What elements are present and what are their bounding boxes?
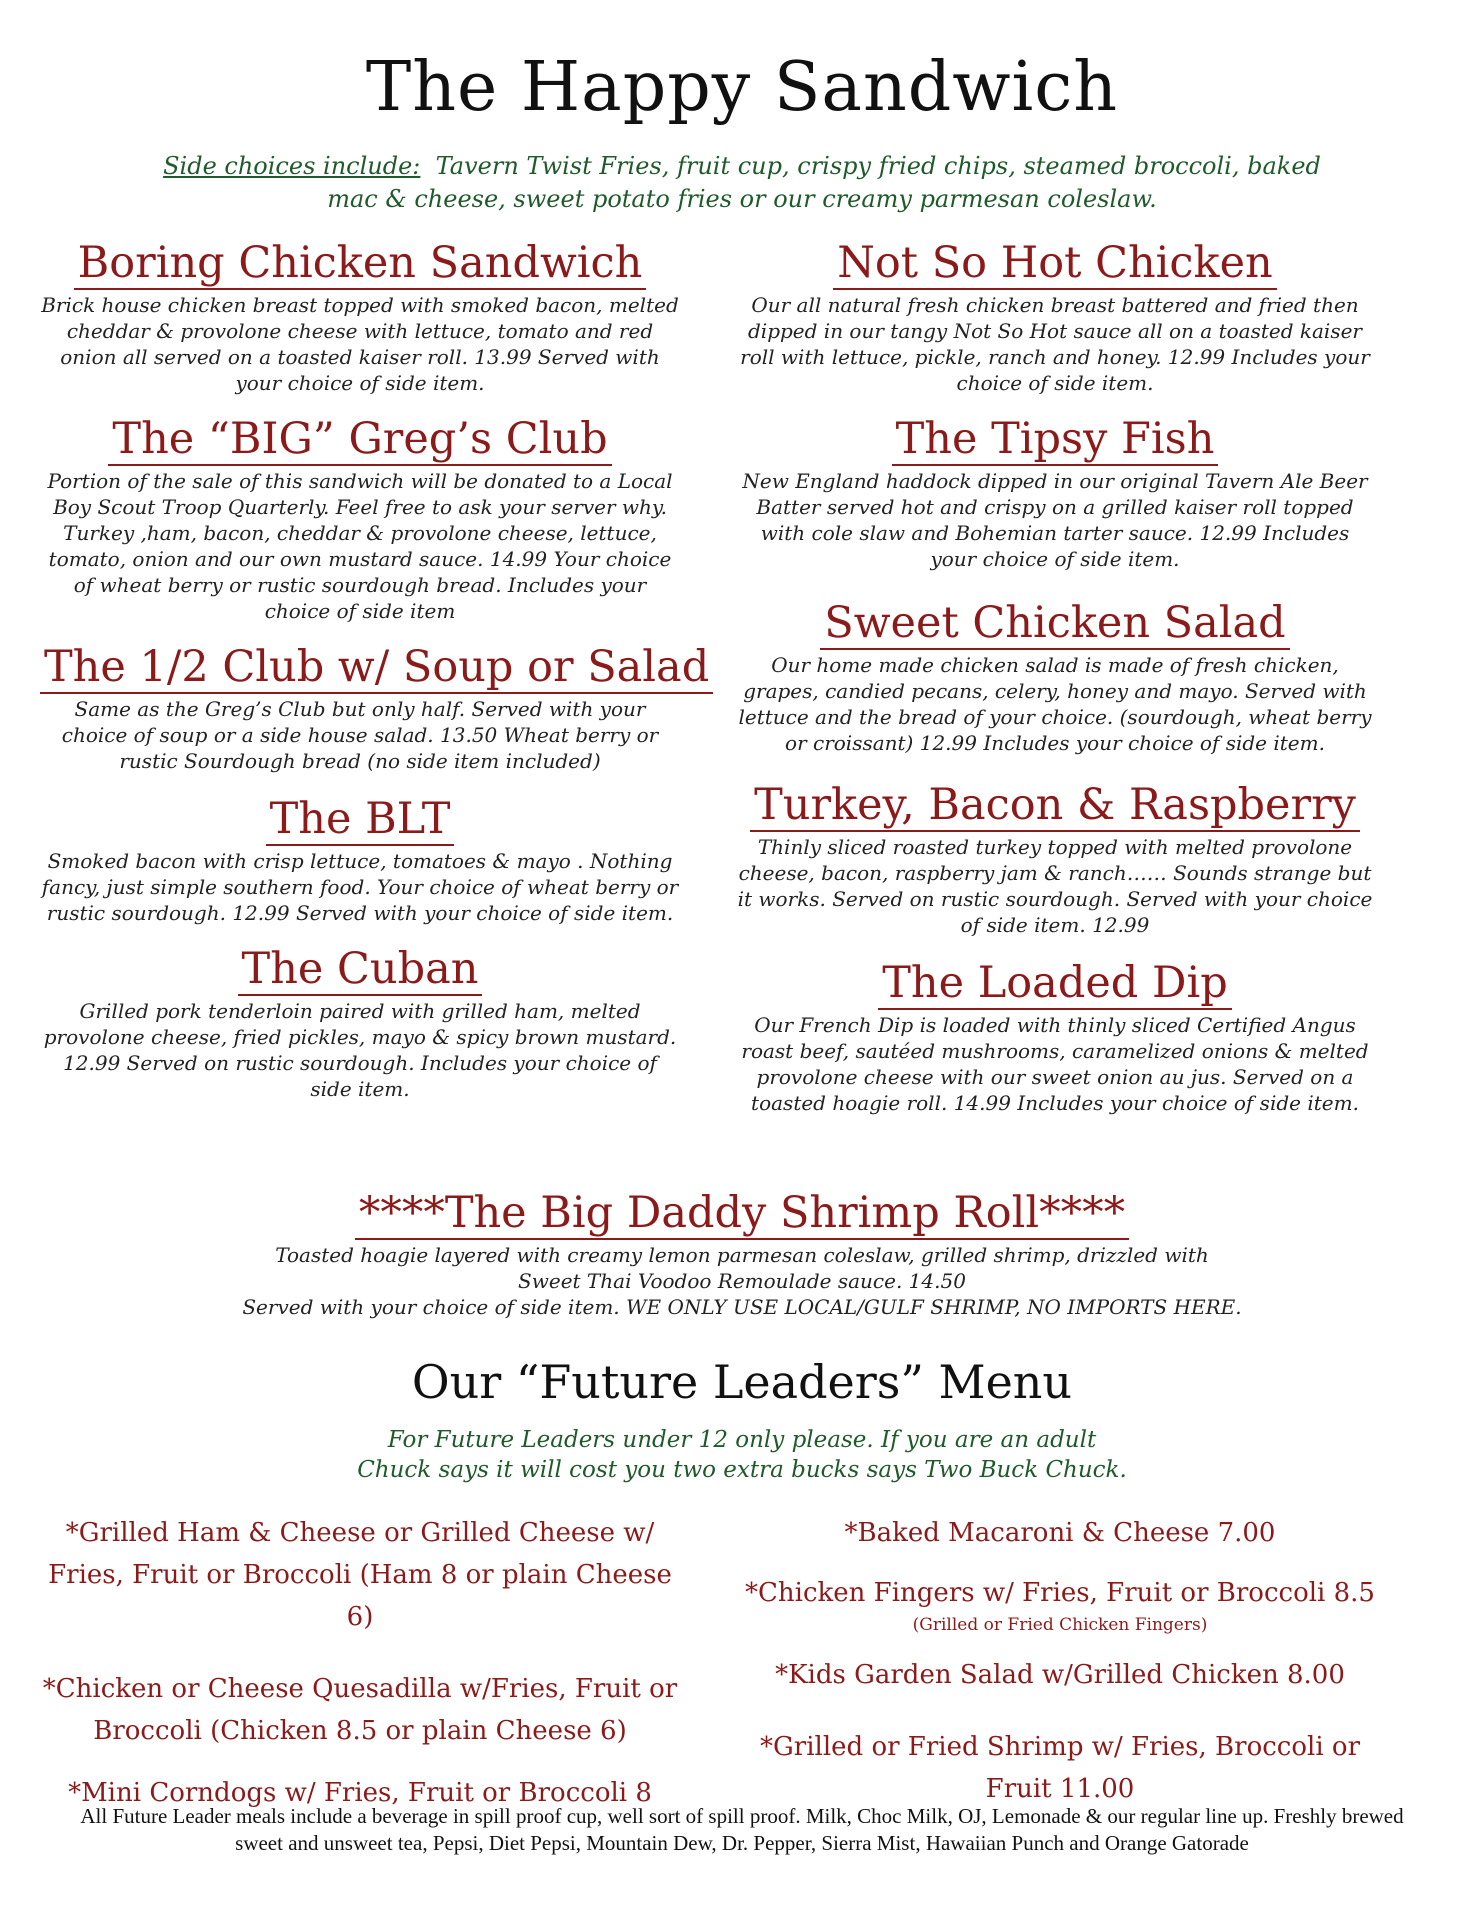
kids-note-line1: For Future Leaders under 12 only please. If you are an adult [387,1427,1097,1453]
kids-item: *Baked Macaroni & Cheese 7.00 [844,1518,1276,1548]
left-menu-column [40,238,710,1102]
side-choices-text: Tavern Twist Fries, fruit cup, crispy fried chips, steamed broccoli, baked mac & cheese, sweet potato fries or our creamy parmesan coleslaw. [327,152,1321,213]
kids-left-column [40,1512,680,1814]
menu-item-name: The BLT [266,794,455,846]
menu-item-desc: Our home made chicken salad is made of fresh chicken, grapes, candied pecans, celery, honey and mayo. Served with lettuce and the bread of your choice. (sourdough, wheat berry or croissant) 12.99 Includes your choice of side item. [738,653,1372,755]
menu-item-name: Sweet Chicken Salad [820,598,1289,650]
kids-menu-title: Our “Future Leaders” Menu [411,1355,1073,1409]
menu-item-name: The 1/2 Club w/ Soup or Salad [40,642,713,694]
menu-item-name: The “BIG” Greg’s Club [108,414,611,466]
featured-item-desc-line2: Sweet Thai Voodoo Remoulade sauce. 14.50 [518,1269,966,1293]
menu-item-desc: Same as the Greg’s Club but only half. Served with your choice of soup or a side house salad. 13.50 Wheat berry or rustic Sourdough bread (no side item included) [61,697,659,773]
menu-item-name: Boring Chicken Sandwich [74,238,647,290]
menu-item [40,238,680,396]
kids-menu-note [200,1425,1284,1485]
right-menu-column [735,238,1375,1116]
kids-item: *Chicken Fingers w/ Fries, Fruit or Broccoli 8.5 [745,1578,1375,1608]
menu-item-desc: Portion of the sale of this sandwich will be donated to a Local Boy Scout Troop Quarterly. Feel free to ask your server why. Turkey ,ham, bacon, cheddar & provolone cheese, lettuce, tomato, onion and our own mustard sauce. 14.99 Your choice of wheat berry or rustic sourdough bread. Includes your choice of side item [47,469,673,623]
featured-item-name: ****The Big Daddy Shrimp Roll**** [355,1188,1129,1240]
menu-item-name: The Tipsy Fish [892,414,1219,466]
kids-right-column [740,1512,1380,1810]
menu-item [40,414,680,624]
kids-item: *Grilled or Fried Shrimp w/ Fries, Broccoli or Fruit 11.00 [760,1732,1360,1804]
menu-item-desc: Our French Dip is loaded with thinly sliced Certified Angus roast beef, sautéed mushrooms, caramelized onions & melted provolone cheese with our sweet onion au jus. Served on a toasted hoagie roll. 14.99 Includes your choice of side item. [741,1013,1369,1115]
menu-item-desc: Grilled pork tenderloin paired with grilled ham, melted provolone cheese, fried pickles, mayo & spicy brown mustard. 12.99 Served on rustic sourdough. Includes your choice of side item. [43,999,677,1101]
menu-item-name: Turkey, Bacon & Raspberry [750,780,1360,832]
kids-item: *Chicken or Cheese Quesadilla w/Fries, Fruit or Broccoli (Chicken 8.5 or plain Cheese 6) [42,1674,678,1746]
menu-item [735,414,1375,572]
page-title: The Happy Sandwich [365,48,1119,127]
menu-item-desc: Brick house chicken breast topped with smoked bacon, melted cheddar & provolone cheese with lettuce, tomato and red onion all served on a toasted kaiser roll. 13.99 Served with your choice of side item. [41,293,679,395]
menu-item [40,944,680,1102]
menu-item-name: The Cuban [238,944,483,996]
featured-item [140,1188,1344,1320]
menu-item [40,642,710,774]
kids-note-line2: Chuck says it will cost you two extra bucks says Two Buck Chuck. [357,1457,1127,1483]
featured-item-desc-line1: Toasted hoagie layered with creamy lemon parmesan coleslaw, grilled shrimp, drizzled with [275,1243,1209,1267]
menu-item-desc: Our all natural fresh chicken breast battered and fried then dipped in our tangy Not So Hot sauce all on a toasted kaiser roll with lettuce, pickle, ranch and honey. 12.99 Includes your choice of side item. [740,293,1370,395]
menu-item-desc: Smoked bacon with crisp lettuce, tomatoes & mayo . Nothing fancy, just simple southern food. Your choice of wheat berry or rustic sourdough. 12.99 Served with your choice of side item. [41,849,679,925]
menu-item-name: The Loaded Dip [878,958,1232,1010]
menu-item-desc: Thinly sliced roasted turkey topped with melted provolone cheese, bacon, raspberry jam & ranch…… Sounds strange but it works. Served on rustic sourdough. Served with your choice of side item. 12.99 [737,835,1373,937]
kids-item: *Mini Corndogs w/ Fries, Fruit or Broccoli 8 [68,1778,652,1808]
menu-item [735,780,1375,938]
menu-item-desc: New England haddock dipped in our original Tavern Ale Beer Batter served hot and crispy on a grilled kaiser roll topped with cole slaw and Bohemian tarter sauce. 12.99 Includes your choice of side item. [742,469,1368,571]
menu-item [735,598,1375,756]
beverage-note: All Future Leader meals include a beverage in spill proof cup, well sort of spill proof. Milk, Choc Milk, OJ, Lemonade & our regular line up. Freshly brewed sweet and unsweet tea, Pepsi, Diet Pepsi, Mountain Dew, Dr. Pepper, Sierra Mist, Hawaiian Punch and Orange Gatorade [80,1804,1404,1855]
kids-item-note: (Grilled or Fried Chicken Fingers) [912,1615,1208,1635]
menu-item [735,238,1375,396]
menu-item [735,958,1375,1116]
side-choices-label: Side choices include: [163,152,421,180]
kids-item: *Grilled Ham & Cheese or Grilled Cheese w/ Fries, Fruit or Broccoli (Ham 8 or plain Cheese 6) [48,1518,672,1632]
menu-item [40,794,680,926]
kids-item: *Kids Garden Salad w/Grilled Chicken 8.00 [775,1660,1345,1690]
side-choices [140,150,1344,216]
featured-item-desc-line3: Served with your choice of side item. WE ONLY USE LOCAL/GULF SHRIMP, NO IMPORTS HERE. [242,1295,1242,1319]
menu-item-name: Not So Hot Chicken [833,238,1276,290]
